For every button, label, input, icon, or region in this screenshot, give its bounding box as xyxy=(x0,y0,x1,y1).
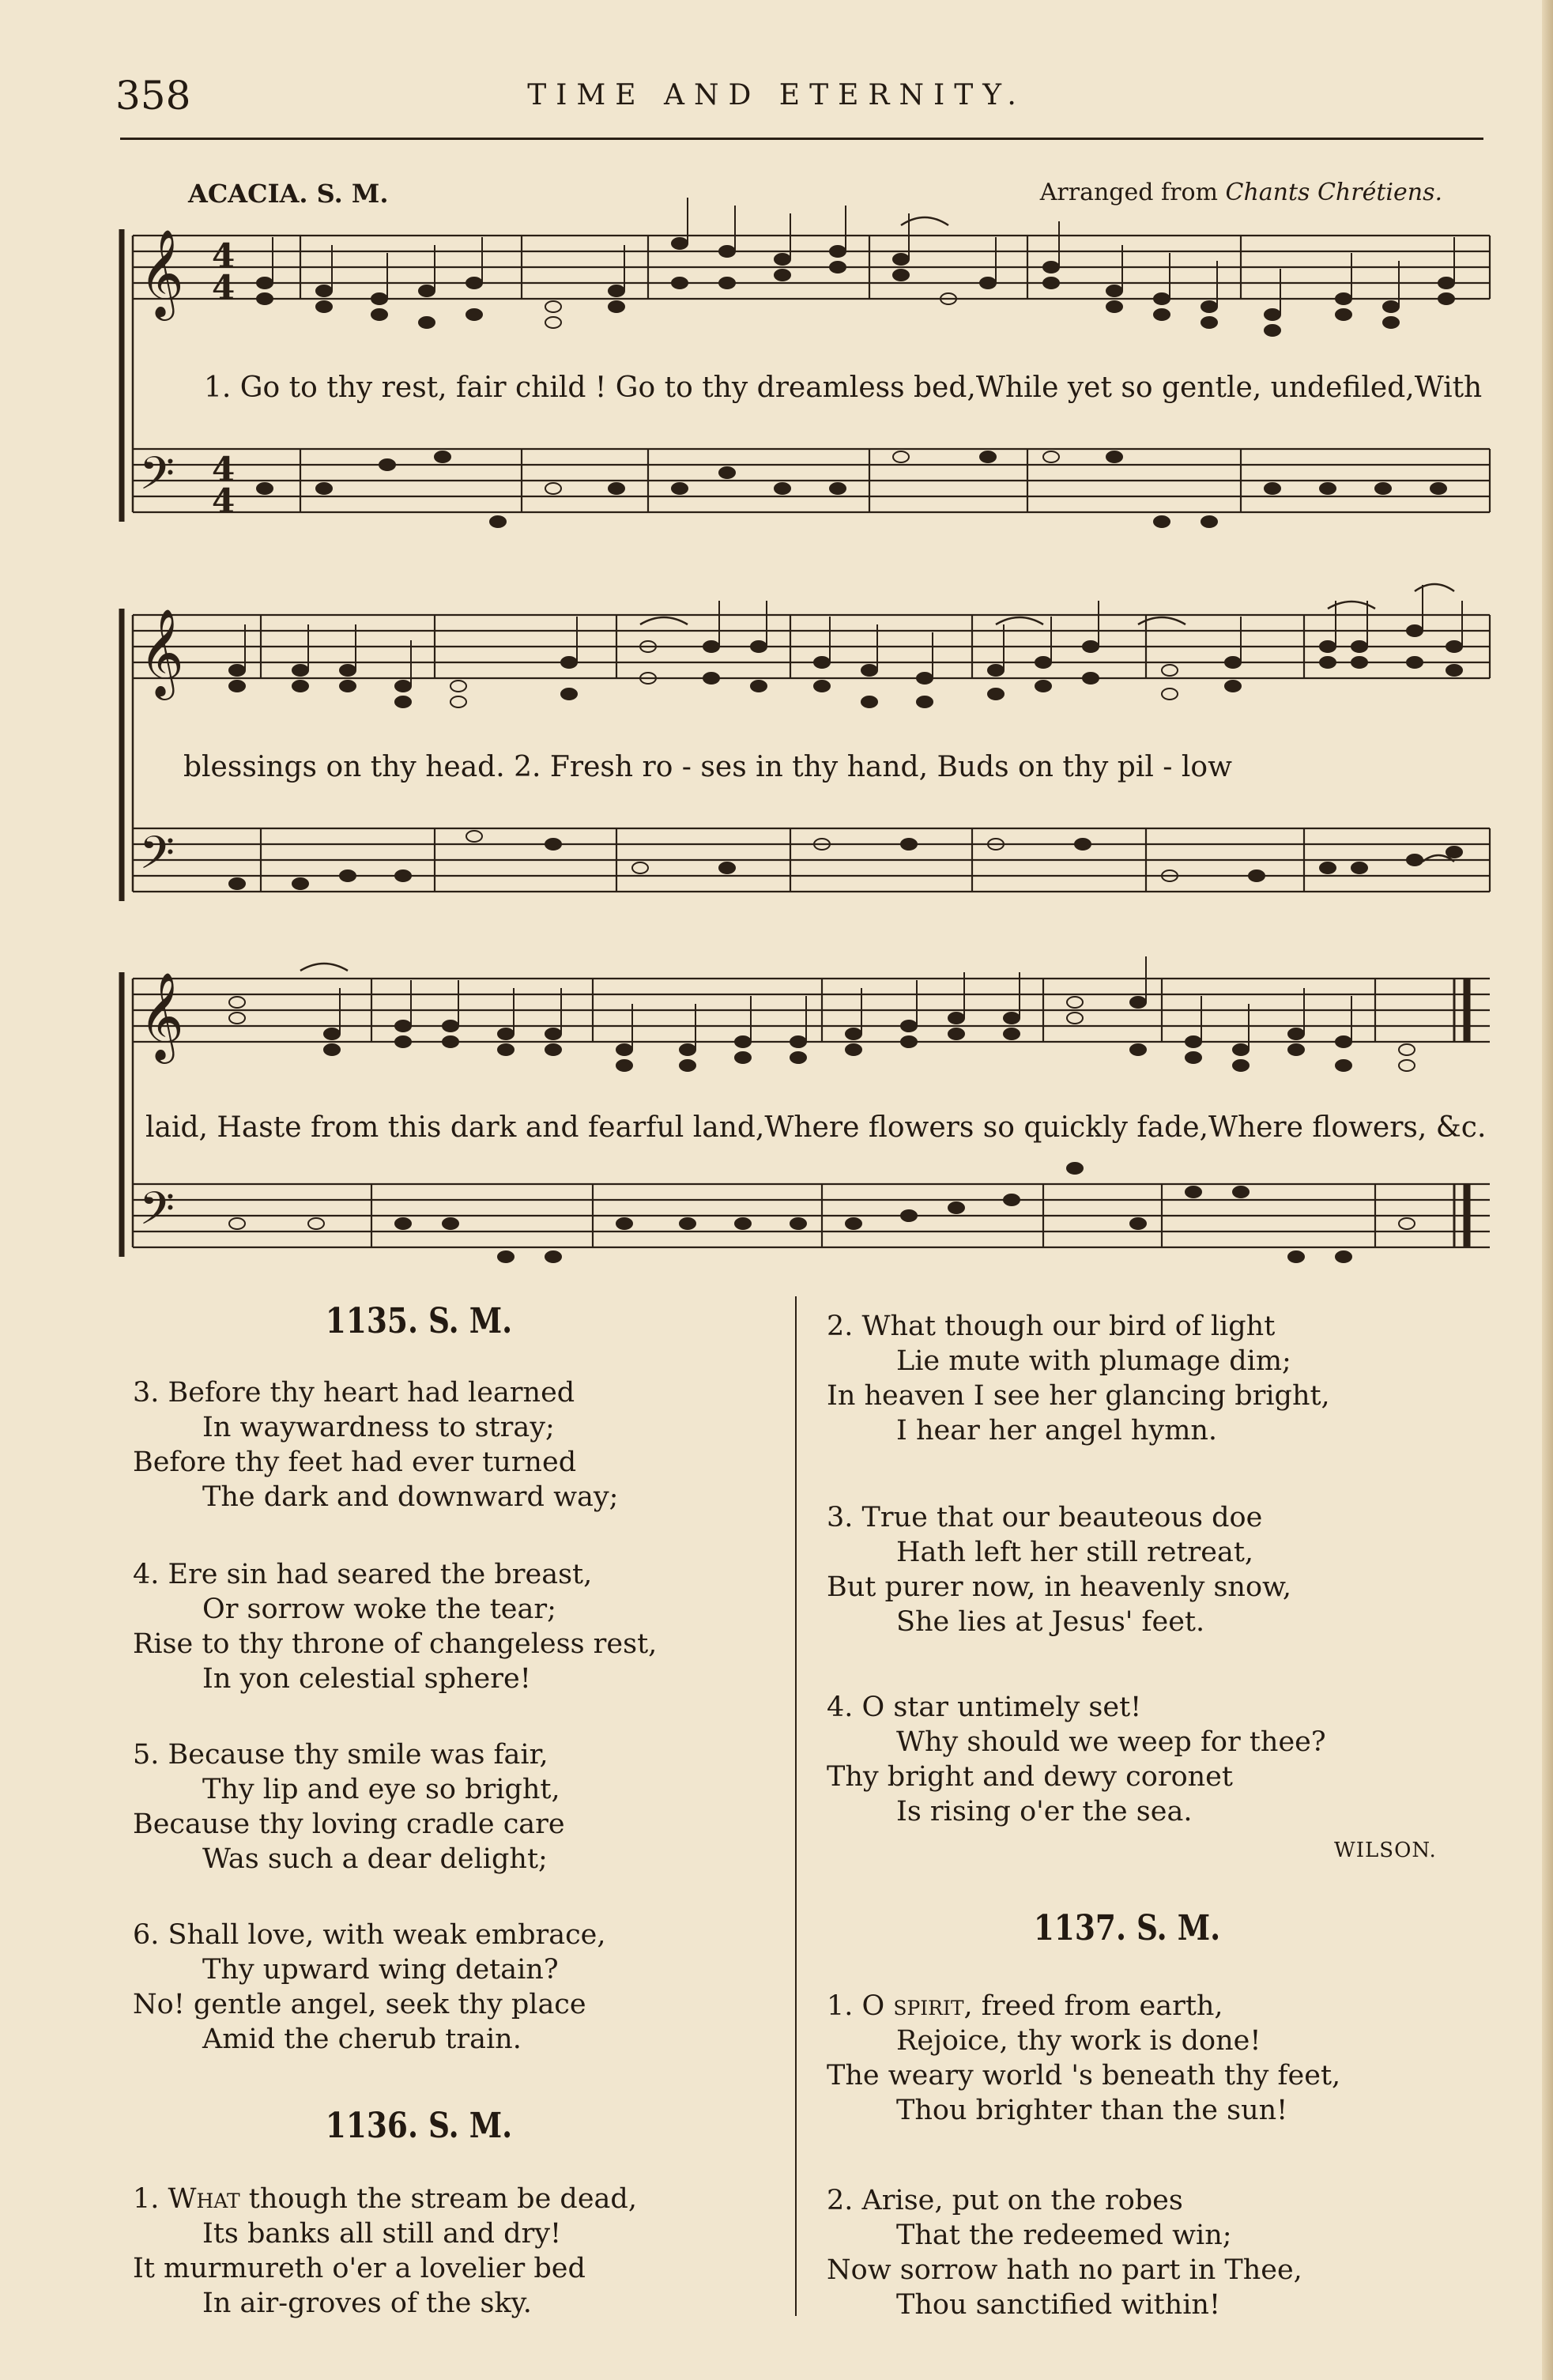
hymn-1136-stanza-1 xyxy=(133,2182,637,2321)
stanza-line: 5. Because thy smile was fair, xyxy=(133,1739,548,1771)
stanza-line: In yon celestial sphere! xyxy=(202,1663,531,1695)
arranged-source: Chants Chrétiens. xyxy=(1225,179,1442,206)
arranged-prefix: Arranged from xyxy=(1039,179,1226,206)
stanza-line: Rise to thy throne of changeless rest, xyxy=(133,1628,658,1660)
section-title: TIME AND ETERNITY. xyxy=(527,79,1026,111)
stanza-line: But purer now, in heavenly snow, xyxy=(827,1571,1291,1603)
stanza-line: 2. Arise, put on the robes xyxy=(827,2185,1183,2216)
tune-name: ACACIA. S. M. xyxy=(188,179,389,209)
hymn-author: WILSON. xyxy=(1334,1839,1437,1862)
svg-text:4: 4 xyxy=(212,236,236,275)
hymn-1135-heading: 1135. S. M. xyxy=(325,1301,513,1341)
stanza-line: Because thy loving cradle care xyxy=(133,1809,565,1840)
svg-text:4: 4 xyxy=(212,450,236,488)
system-braces xyxy=(122,229,133,1257)
stanza-line: No! gentle angel, seek thy place xyxy=(133,1989,586,2020)
stanza-line: The weary world 's beneath thy feet, xyxy=(827,2060,1341,2091)
svg-text:4: 4 xyxy=(212,481,236,520)
svg-text:𝄞: 𝄞 xyxy=(139,971,184,1060)
hymn-1137-heading: 1137. S. M. xyxy=(1033,1908,1221,1948)
column-divider xyxy=(795,1296,797,2316)
stanza-line: The dark and downward way; xyxy=(202,1481,619,1513)
svg-text:4: 4 xyxy=(212,268,236,307)
stanza-line: Thou sanctified within! xyxy=(896,2289,1221,2321)
stanza-line: It murmureth o'er a lovelier bed xyxy=(133,2253,586,2284)
stanza-line: 3. True that our beauteous doe xyxy=(827,1502,1263,1533)
stanza-line: Now sorrow hath no part in Thee, xyxy=(827,2254,1302,2286)
stanza-line: Is rising o'er the sea. xyxy=(896,1796,1193,1827)
stanza-line: Hath left her still retreat, xyxy=(896,1537,1254,1568)
lyric-line-2: blessings on thy head. 2. Fresh ro - ses in thy hand, Buds on thy pil - low xyxy=(183,751,1232,783)
stanza-line: Was such a dear delight; xyxy=(202,1843,548,1875)
stanza-line: 2. What though our bird of light xyxy=(827,1311,1276,1342)
lyric-line-3: laid, Haste from this dark and fearful land,Where flowers so quickly fade,Where flowers, &c. xyxy=(145,1111,1487,1144)
hymn-1135-stanza-6 xyxy=(133,1918,606,2057)
stanza-line: 4. Ere sin had seared the breast, xyxy=(133,1559,593,1590)
stanza-line: She lies at Jesus' feet. xyxy=(896,1606,1205,1638)
stanza-line: Rejoice, thy work is done! xyxy=(896,2025,1261,2057)
stanza-line: Or sorrow woke the tear; xyxy=(202,1594,556,1625)
svg-text:𝄞: 𝄞 xyxy=(139,228,184,317)
svg-text:𝄢: 𝄢 xyxy=(139,447,175,511)
stanza-line: Thy upward wing detain? xyxy=(202,1954,559,1986)
hymn-1137-stanza-2 xyxy=(827,2183,1302,2322)
stanza-line: Thy bright and dewy coronet xyxy=(827,1761,1233,1793)
svg-text:𝄢: 𝄢 xyxy=(139,1182,175,1247)
stanza-line: Why should we weep for thee? xyxy=(896,1726,1326,1758)
line-rest: , freed from earth, xyxy=(963,1990,1223,2022)
stanza-line: In heaven I see her glancing bright, xyxy=(827,1380,1330,1412)
line-rest: though the stream be dead, xyxy=(239,2183,637,2215)
hymn-1136-heading: 1136. S. M. xyxy=(325,2106,513,2146)
stanza-line: 6. Shall love, with weak embrace, xyxy=(133,1919,606,1951)
stanza-number: 1. O xyxy=(827,1990,894,2022)
stanza-line: Lie mute with plumage dim; xyxy=(896,1345,1291,1377)
svg-text:𝄞: 𝄞 xyxy=(139,608,184,696)
stanza-line: Before thy feet had ever turned xyxy=(133,1446,577,1478)
stanza-line: In air-groves of the sky. xyxy=(202,2288,532,2319)
stanza-line: Thy lip and eye so bright, xyxy=(202,1774,560,1805)
stanza-line: Its banks all still and dry! xyxy=(202,2218,562,2250)
stanza-line: Amid the cherub train. xyxy=(202,2024,522,2055)
stanza-line: 3. Before thy heart had learned xyxy=(133,1377,575,1409)
hymn-1135-stanza-3 xyxy=(133,1375,618,1514)
hymn-1136-stanza-3 xyxy=(827,1500,1291,1639)
svg-text:𝄢: 𝄢 xyxy=(139,826,175,891)
stanza-line: In waywardness to stray; xyxy=(202,1412,555,1443)
stanza-line: Thou brighter than the sun! xyxy=(896,2095,1288,2126)
first-word: What xyxy=(168,2183,240,2215)
stanza-line: 4. O star untimely set! xyxy=(827,1692,1142,1723)
hymn-1135-stanza-4 xyxy=(133,1557,657,1696)
hymn-1135-stanza-5 xyxy=(133,1737,565,1876)
stanza-line xyxy=(827,1989,1340,2024)
stanza-line: I hear her angel hymn. xyxy=(896,1415,1218,1446)
stanza-line xyxy=(133,2182,637,2216)
lyric-line-1: 1. Go to thy rest, fair child ! Go to thy dreamless bed,While yet so gentle, undefiled,With xyxy=(204,372,1483,404)
page-number: 358 xyxy=(115,73,191,119)
hymn-1136-stanza-2 xyxy=(827,1309,1330,1448)
stanza-line: That the redeemed win; xyxy=(896,2220,1232,2251)
first-word: spirit xyxy=(893,1990,964,2022)
hymn-1137-stanza-1 xyxy=(827,1989,1340,2128)
stanza-number: 1. xyxy=(133,2183,168,2215)
hymn-1136-stanza-4 xyxy=(827,1690,1326,1829)
